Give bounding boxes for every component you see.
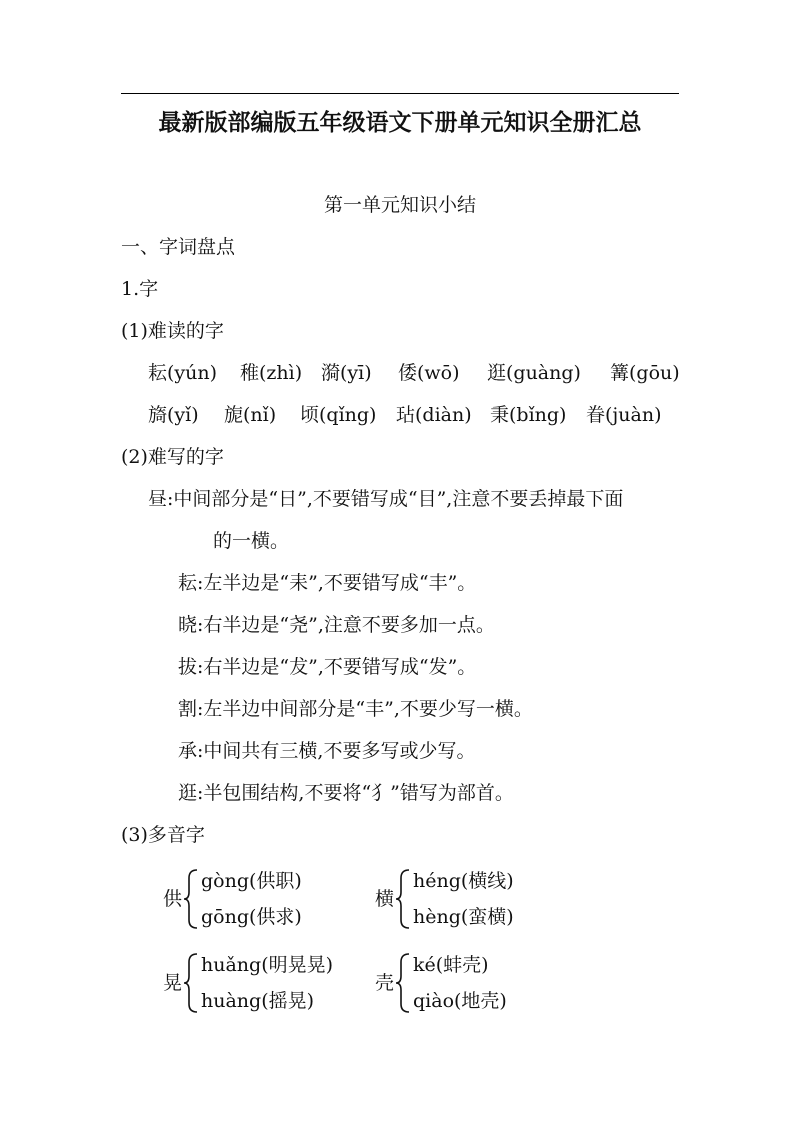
hard-write-item: 承:中间共有三横,不要多写或少写。: [178, 740, 476, 762]
brace-icon: [183, 952, 199, 1014]
list-item: 顷(qǐng): [300, 404, 377, 426]
list-item: 稚(zhì): [240, 362, 303, 384]
polyphone-reading: qiào(地壳): [413, 990, 507, 1012]
polyphone-heading: (3)多音字: [121, 824, 205, 846]
polyphone-char: 横: [375, 888, 395, 910]
polyphone-reading: héng(横线): [413, 870, 514, 892]
top-rule: [121, 93, 679, 94]
polyphone-char: 壳: [375, 972, 395, 994]
list-item: 旎(nǐ): [224, 404, 277, 426]
unit-title: 第一单元知识小结: [323, 194, 476, 216]
polyphone-reading: ké(蚌壳): [413, 954, 489, 976]
polyphone-char: 晃: [163, 972, 183, 994]
brace-icon: [183, 868, 199, 930]
hard-read-heading: (1)难读的字: [121, 320, 224, 342]
hard-write-item-cont: 的一横。: [213, 530, 290, 552]
polyphone-reading: gòng(供职): [201, 870, 302, 892]
polyphone-char: 供: [163, 888, 183, 910]
list-item: 旖(yǐ): [148, 404, 199, 426]
list-item: 眷(juàn): [586, 404, 662, 426]
list-item: 耘(yún): [148, 362, 218, 384]
hard-write-item: 耘:左半边是“耒”,不要错写成“丰”。: [178, 572, 477, 594]
polyphone-reading: hèng(蛮横): [413, 906, 514, 928]
list-item: 倭(wō): [398, 362, 460, 384]
list-item: 漪(yī): [321, 362, 372, 384]
hard-write-item: 拔:右半边是“犮”,不要错写成“发”。: [178, 656, 477, 678]
doc-title: 最新版部编版五年级语文下册单元知识全册汇总: [158, 110, 642, 136]
hard-write-heading: (2)难写的字: [121, 446, 224, 468]
polyphone-reading: huàng(摇晃): [201, 990, 315, 1012]
hard-write-item: 割:左半边中间部分是“丰”,不要少写一横。: [178, 698, 533, 720]
list-item: 篝(gōu): [610, 362, 680, 384]
hard-write-item: 昼:中间部分是“日”,不要错写成“目”,注意不要丢掉最下面: [148, 488, 624, 510]
polyphone-reading: huǎng(明晃晃): [201, 954, 334, 976]
sub-heading: 1.字: [121, 278, 159, 300]
hard-write-item: 晓:右半边是“尧”,注意不要多加一点。: [178, 614, 495, 636]
list-item: 玷(diàn): [396, 404, 472, 426]
hard-write-item: 逛:半包围结构,不要将“犭”错写为部首。: [178, 782, 514, 804]
brace-icon: [395, 868, 411, 930]
list-item: 逛(guàng): [487, 362, 581, 384]
section-heading: 一、字词盘点: [121, 236, 236, 258]
hard-read-row-2: [148, 402, 662, 428]
polyphone-reading: gōng(供求): [201, 906, 302, 928]
brace-icon: [395, 952, 411, 1014]
list-item: 秉(bǐng): [490, 404, 567, 426]
hard-read-row-1: [148, 360, 680, 386]
